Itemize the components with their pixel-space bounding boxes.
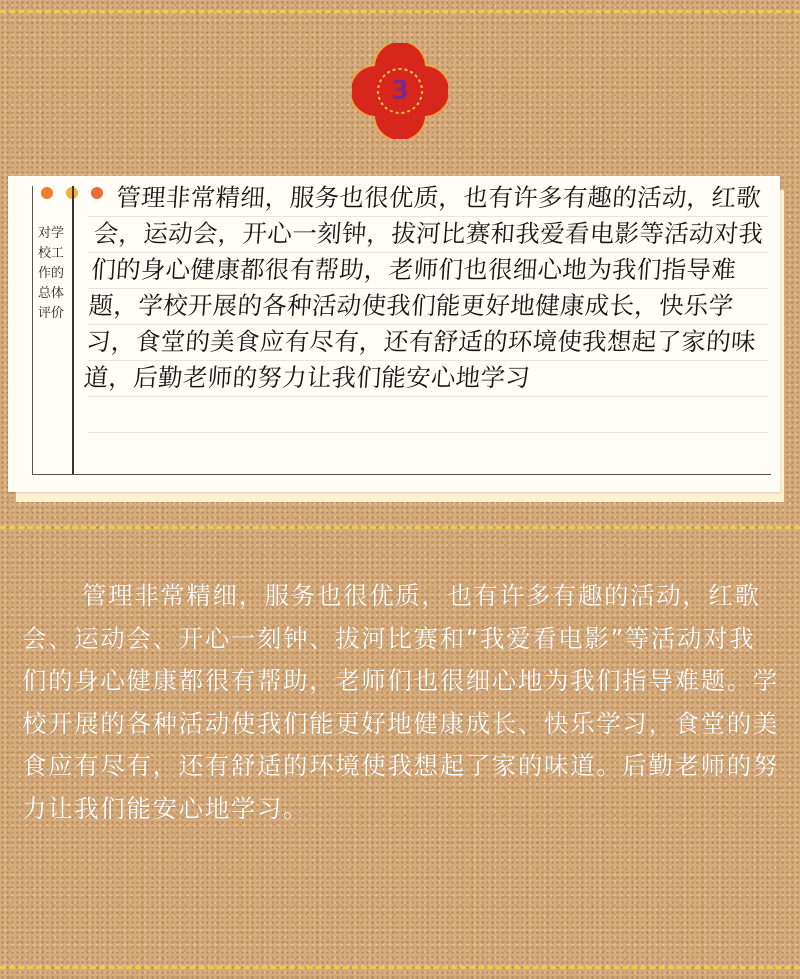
section-number: 3 [390,76,410,106]
transcribed-evaluation-text: 管理非常精细，服务也很优质，也有许多有趣的活动，红歌会、运动会、开心一刻钟、拔河比赛和“我爱看电影”等活动对我们的身心健康都很有帮助，老师们也很细心地为我们指导难题。学校开展的各种活动使我们能更好地健康成长、快乐学习，食堂的美食应有尽有，还有舒适的环境使我想起了家的味道。后勤老师的努力让我们能安心地学习。 [22,581,779,823]
handwritten-form-card [8,176,780,492]
middle-dashed-divider [0,526,800,529]
form-column-divider [72,186,74,474]
handwritten-evaluation-text: 管理非常精细，服务也很优质，也有许多有趣的活动，红歌会，运动会，开心一刻钟，拔河比赛和我爱看电影等活动对我们的身心健康都很有帮助，老师们也很细心地为我们指导难题，学校开展的各种活动使我们能更好地健康成长，快乐学习，食堂的美食应有尽有，还有舒适的环境使我想起了家的味道，后勤老师的努力让我们能安心地学习 [82,183,765,392]
bottom-dashed-divider [0,966,800,969]
ruled-line [88,432,768,433]
top-dashed-divider [0,10,800,13]
ruled-line [88,396,768,397]
form-field-label: 对学校工作的总体评价 [38,226,65,321]
section-number-badge [352,43,448,139]
